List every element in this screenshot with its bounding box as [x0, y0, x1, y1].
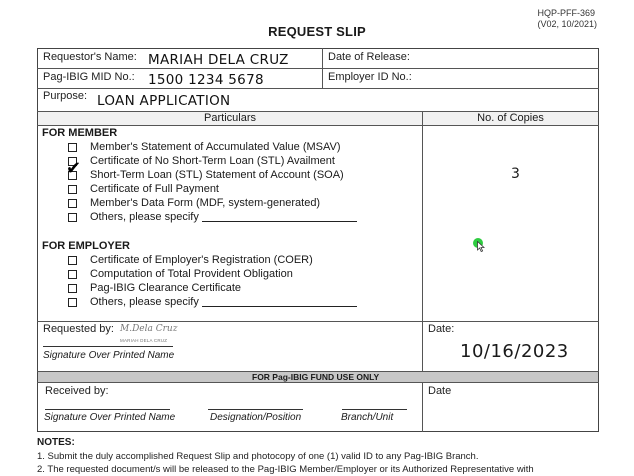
item-label: Certificate of Full Payment — [90, 183, 219, 195]
employer-id-field[interactable] — [430, 72, 590, 87]
purpose-label: Purpose: — [43, 90, 88, 102]
signature-line — [43, 346, 173, 347]
item-label: Others, please specify — [90, 296, 199, 308]
checkbox[interactable] — [68, 185, 77, 194]
checkbox-item-coer[interactable] — [68, 254, 313, 266]
note-item: 2. The requested document/s will be released to the Pag-IBIG Member/Employer or its Authorized Representative with — [37, 464, 534, 475]
mid-number-field[interactable]: 1500 1234 5678 — [148, 72, 264, 88]
received-signature-line — [45, 409, 170, 410]
checkbox[interactable] — [68, 199, 77, 208]
item-label: Member's Statement of Accumulated Value (MSAV) — [90, 141, 341, 153]
checkbox[interactable] — [68, 298, 77, 307]
checkmark-icon: ✔ — [66, 158, 82, 178]
date-field[interactable]: 10/16/2023 — [460, 341, 569, 362]
checkbox-item-employer-others[interactable] — [68, 296, 357, 308]
mid-number-label: Pag-IBIG MID No.: — [43, 71, 135, 83]
item-label: Computation of Total Provident Obligation — [90, 268, 293, 280]
signature-caption: Signature Over Printed Name — [43, 350, 175, 361]
branch-caption: Branch/Unit — [341, 412, 394, 423]
checkbox[interactable] — [68, 284, 77, 293]
received-signature-caption: Signature Over Printed Name — [44, 412, 176, 423]
employer-section-title: FOR EMPLOYER — [42, 240, 131, 252]
checkbox-item-stl-soa[interactable] — [68, 169, 344, 181]
signature-image: M.Dela Cruz — [120, 324, 178, 334]
requestor-name-field[interactable]: MARIAH DELA CRUZ — [148, 52, 289, 68]
form-version: (V02, 10/2021) — [537, 19, 597, 29]
notes-title: NOTES: — [37, 437, 75, 448]
item-label: Certificate of Employer's Registration (COER) — [90, 254, 313, 266]
date-of-release-label: Date of Release: — [328, 51, 410, 63]
divider — [37, 321, 599, 322]
checkbox[interactable] — [68, 256, 77, 265]
checkbox-item-no-stl[interactable] — [68, 155, 335, 167]
divider — [37, 68, 599, 69]
divider — [422, 111, 423, 371]
checkbox-item-msav[interactable] — [68, 141, 341, 153]
checkbox-item-clearance[interactable] — [68, 282, 241, 294]
requested-by-label: Requested by: — [43, 323, 114, 335]
branch-line — [342, 409, 407, 410]
purpose-field[interactable]: LOAN APPLICATION — [97, 93, 231, 109]
designation-line — [208, 409, 303, 410]
mouse-pointer-icon — [477, 241, 485, 252]
page-title: REQUEST SLIP — [268, 24, 366, 39]
copies-value[interactable]: 3 — [511, 166, 520, 182]
item-label: Short-Term Loan (STL) Statement of Account (SOA) — [90, 169, 344, 181]
divider — [422, 382, 423, 432]
checkbox[interactable] — [68, 143, 77, 152]
checkbox-item-tpo[interactable] — [68, 268, 293, 280]
divider — [37, 125, 599, 126]
others-specify-field[interactable] — [202, 212, 357, 222]
date-of-release-field[interactable] — [430, 52, 590, 67]
others-specify-field[interactable] — [202, 297, 357, 307]
note-item: 1. Submit the duly accomplished Request Slip and photocopy of one (1) valid ID to any Pag-IBIG Branch. — [37, 451, 479, 462]
received-by-label: Received by: — [45, 385, 109, 397]
checkbox[interactable] — [68, 270, 77, 279]
checkbox[interactable] — [68, 213, 77, 222]
received-date-label: Date — [428, 385, 452, 397]
item-label: Others, please specify — [90, 211, 199, 223]
checkbox-item-member-others[interactable] — [68, 211, 357, 223]
designation-caption: Designation/Position — [210, 412, 302, 423]
fund-use-title: FOR Pag-IBIG FUND USE ONLY — [252, 371, 380, 382]
form-code: HQP-PFF-369 — [537, 8, 595, 18]
checkbox-item-mdf[interactable] — [68, 197, 320, 209]
requestor-name-label: Requestor's Name: — [43, 51, 137, 63]
particulars-header: Particulars — [204, 112, 256, 124]
signature-printed-name: MARIAH DELA CRUZ — [120, 338, 168, 343]
divider — [322, 48, 323, 88]
date-label: Date: — [428, 323, 455, 335]
item-label: Certificate of No Short-Term Loan (STL) Availment — [90, 155, 335, 167]
checkbox-item-full-payment[interactable] — [68, 183, 219, 195]
divider — [37, 88, 599, 89]
item-label: Member's Data Form (MDF, system-generated) — [90, 197, 321, 209]
item-label: Pag-IBIG Clearance Certificate — [90, 282, 242, 294]
member-section-title: FOR MEMBER — [42, 127, 118, 139]
employer-id-label: Employer ID No.: — [328, 71, 412, 83]
copies-header: No. of Copies — [477, 112, 544, 124]
